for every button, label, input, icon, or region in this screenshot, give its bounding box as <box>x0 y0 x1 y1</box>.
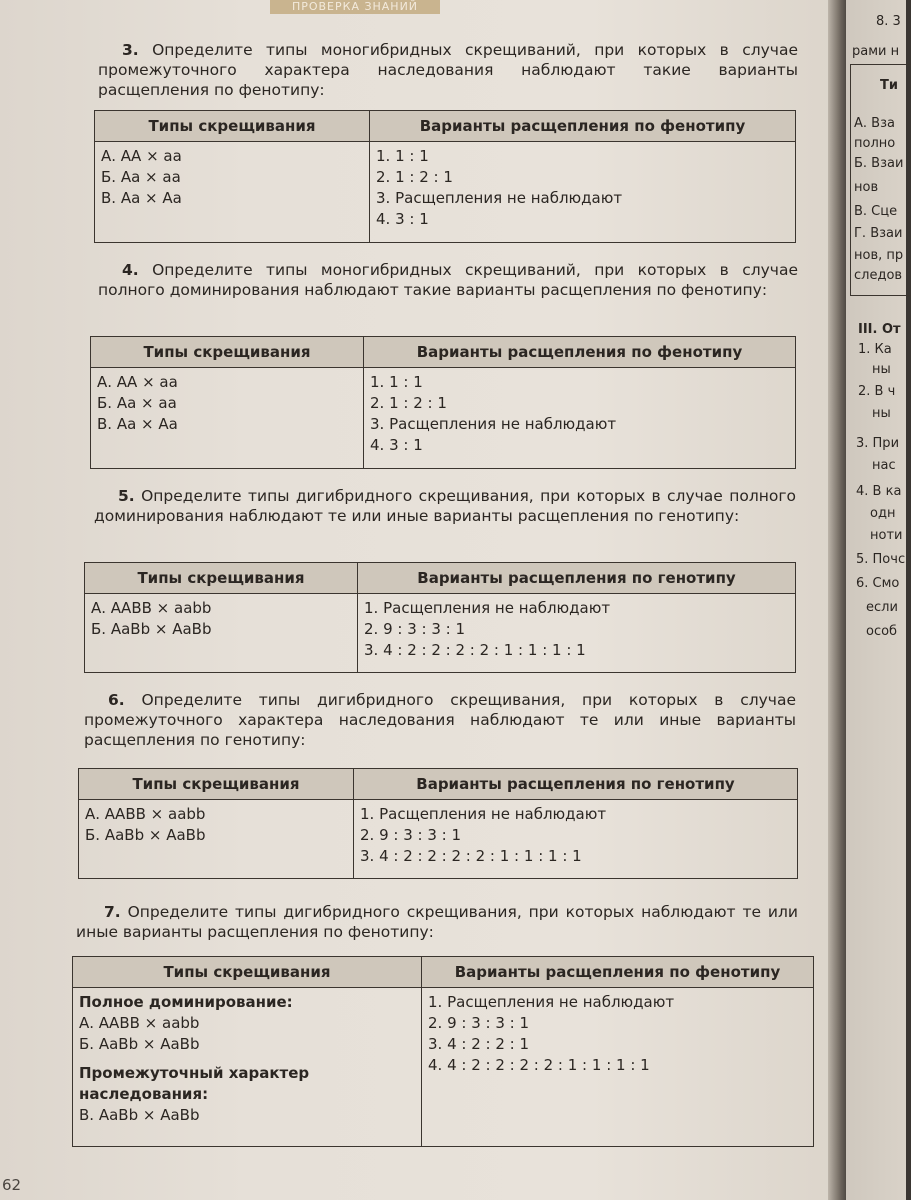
edge-text: 1. Ка <box>858 342 892 357</box>
edge-text: особ <box>866 624 898 639</box>
task-6-text <box>84 690 796 750</box>
variant-option: 2. 9 : 3 : 3 : 1 <box>428 1014 530 1032</box>
task-4-text <box>98 260 798 300</box>
variant-option: 2. 1 : 2 : 1 <box>376 168 453 186</box>
group-title-intermediate-inheritance: Промежуточный характер наследования: <box>79 1064 310 1103</box>
variant-option: 4. 3 : 1 <box>376 210 429 228</box>
crossing-types-cell <box>79 800 354 879</box>
task-number: 3. <box>122 41 139 59</box>
variants-cell <box>422 988 814 1147</box>
section-header-text: ПРОВЕРКА ЗНАНИЙ <box>291 0 419 13</box>
table-header-variants: Варианты расщепления по фенотипу <box>364 337 796 368</box>
table-header-variants: Варианты расщепления по фенотипу <box>422 957 814 988</box>
variant-option: 3. Расщепления не наблюдают <box>370 415 617 433</box>
edge-text: рами н <box>852 44 900 59</box>
edge-text: 2. В ч <box>858 384 896 399</box>
edge-text: 5. Почс <box>856 552 906 567</box>
crossing-option: Б. АаВb × АаВb <box>91 620 212 638</box>
crossing-option: А. АА × аа <box>101 147 182 165</box>
task-6-table <box>78 768 798 879</box>
group-title-complete-dominance: Полное доминирование: <box>79 993 293 1011</box>
edge-text: Г. Взаи <box>854 226 903 241</box>
variant-option: 2. 9 : 3 : 3 : 1 <box>364 620 466 638</box>
table-header-crossing-types: Типы скрещивания <box>85 563 358 594</box>
edge-text: нов, пр <box>854 248 904 263</box>
edge-text: нас <box>872 458 896 473</box>
table-header-crossing-types: Типы скрещивания <box>95 111 370 142</box>
crossing-types-cell <box>85 594 358 673</box>
variant-option: 3. 4 : 2 : 2 : 2 : 2 : 1 : 1 : 1 : 1 <box>360 847 582 865</box>
task-3-text <box>98 40 798 100</box>
variant-option: 3. 4 : 2 : 2 : 2 : 2 : 1 : 1 : 1 : 1 <box>364 641 586 659</box>
crossing-option: Б. АаВb × АаВb <box>79 1035 200 1053</box>
variants-cell <box>364 368 796 469</box>
variant-option: 3. 4 : 2 : 2 : 1 <box>428 1035 530 1053</box>
task-7-text <box>76 902 798 942</box>
crossing-types-cell <box>95 142 370 243</box>
edge-text: полно <box>854 136 896 151</box>
task-number: 4. <box>122 261 139 279</box>
task-3-table <box>94 110 796 243</box>
task-4-table <box>90 336 796 469</box>
edge-text: В. Сце <box>854 204 898 219</box>
table-header-variants: Варианты расщепления по генотипу <box>354 769 798 800</box>
variant-option: 2. 9 : 3 : 3 : 1 <box>360 826 462 844</box>
crossing-option: А. ААВВ × aabb <box>85 805 206 823</box>
variant-option: 4. 4 : 2 : 2 : 2 : 2 : 1 : 1 : 1 : 1 <box>428 1056 650 1074</box>
task-5-text <box>94 486 796 526</box>
edge-text: Ти <box>880 78 898 93</box>
variant-option: 2. 1 : 2 : 1 <box>370 394 447 412</box>
task-number: 7. <box>104 903 121 921</box>
crossing-option: А. АА × аа <box>97 373 178 391</box>
edge-text: одн <box>870 506 896 521</box>
edge-text: Б. Взаи <box>854 156 904 171</box>
edge-text: 4. В ка <box>856 484 902 499</box>
table-header-crossing-types: Типы скрещивания <box>73 957 422 988</box>
edge-text: ны <box>872 362 891 377</box>
edge-text: 8. 3 <box>876 14 901 29</box>
crossing-option: Б. АаВb × АаВb <box>85 826 206 844</box>
variant-option: 1. Расщепления не наблюдают <box>360 805 607 823</box>
table-header-variants: Варианты расщепления по генотипу <box>358 563 796 594</box>
variant-option: 1. Расщепления не наблюдают <box>364 599 611 617</box>
crossing-option: Б. Аа × аа <box>101 168 181 186</box>
section-header-band <box>270 0 440 14</box>
crossing-option: А. ААВВ × aabb <box>91 599 212 617</box>
variants-cell <box>358 594 796 673</box>
edge-text: А. Вза <box>854 116 895 131</box>
task-description: Определите типы моногибридных скрещиваний, при которых в случае полного доминирования наблюдают такие варианты расщепления по фенотипу: <box>98 261 798 299</box>
task-5-table <box>84 562 796 673</box>
edge-text: ны <box>872 406 891 421</box>
variant-option: 1. 1 : 1 <box>376 147 429 165</box>
variant-option: 1. 1 : 1 <box>370 373 423 391</box>
table-header-crossing-types: Типы скрещивания <box>91 337 364 368</box>
edge-section-title: III. От <box>858 322 901 337</box>
crossing-types-cell <box>73 988 422 1147</box>
edge-text: если <box>866 600 898 615</box>
crossing-option: Б. Аа × аа <box>97 394 177 412</box>
task-7-table <box>72 956 814 1147</box>
edge-text: 6. Смо <box>856 576 900 591</box>
crossing-types-cell <box>91 368 364 469</box>
variants-cell <box>370 142 796 243</box>
task-number: 5. <box>118 487 135 505</box>
variant-option: 1. Расщепления не наблюдают <box>428 993 675 1011</box>
edge-text: нов <box>854 180 879 195</box>
crossing-option: В. Аа × Аа <box>101 189 182 207</box>
variants-cell <box>354 800 798 879</box>
page-number: 62 <box>2 1176 22 1194</box>
table-header-variants: Варианты расщепления по фенотипу <box>370 111 796 142</box>
table-header-crossing-types: Типы скрещивания <box>79 769 354 800</box>
task-description: Определите типы дигибридного скрещивания, при которых наблюдают те или иные варианты расщепления по фенотипу: <box>76 903 798 941</box>
task-description: Определите типы моногибридных скрещиваний, при которых в случае промежуточного характера наследования наблюдают такие варианты расщепления по фенотипу: <box>98 41 798 99</box>
edge-text: ноти <box>870 528 903 543</box>
variant-option: 4. 3 : 1 <box>370 436 423 454</box>
edge-text: следов <box>854 268 903 283</box>
variant-option: 3. Расщепления не наблюдают <box>376 189 623 207</box>
crossing-option: В. Аа × Аа <box>97 415 178 433</box>
crossing-option: А. ААВВ × aabb <box>79 1014 200 1032</box>
task-description: Определите типы дигибридного скрещивания, при которых в случае полного доминирования наблюдают те или иные варианты расщепления по генотипу: <box>94 487 796 525</box>
edge-text: 3. При <box>856 436 900 451</box>
task-description: Определите типы дигибридного скрещивания, при которых в случае промежуточного характера наследования наблюдают те или иные варианты расщепления по генотипу: <box>84 691 796 749</box>
crossing-option: В. АаВb × АаВb <box>79 1106 200 1124</box>
task-number: 6. <box>108 691 125 709</box>
